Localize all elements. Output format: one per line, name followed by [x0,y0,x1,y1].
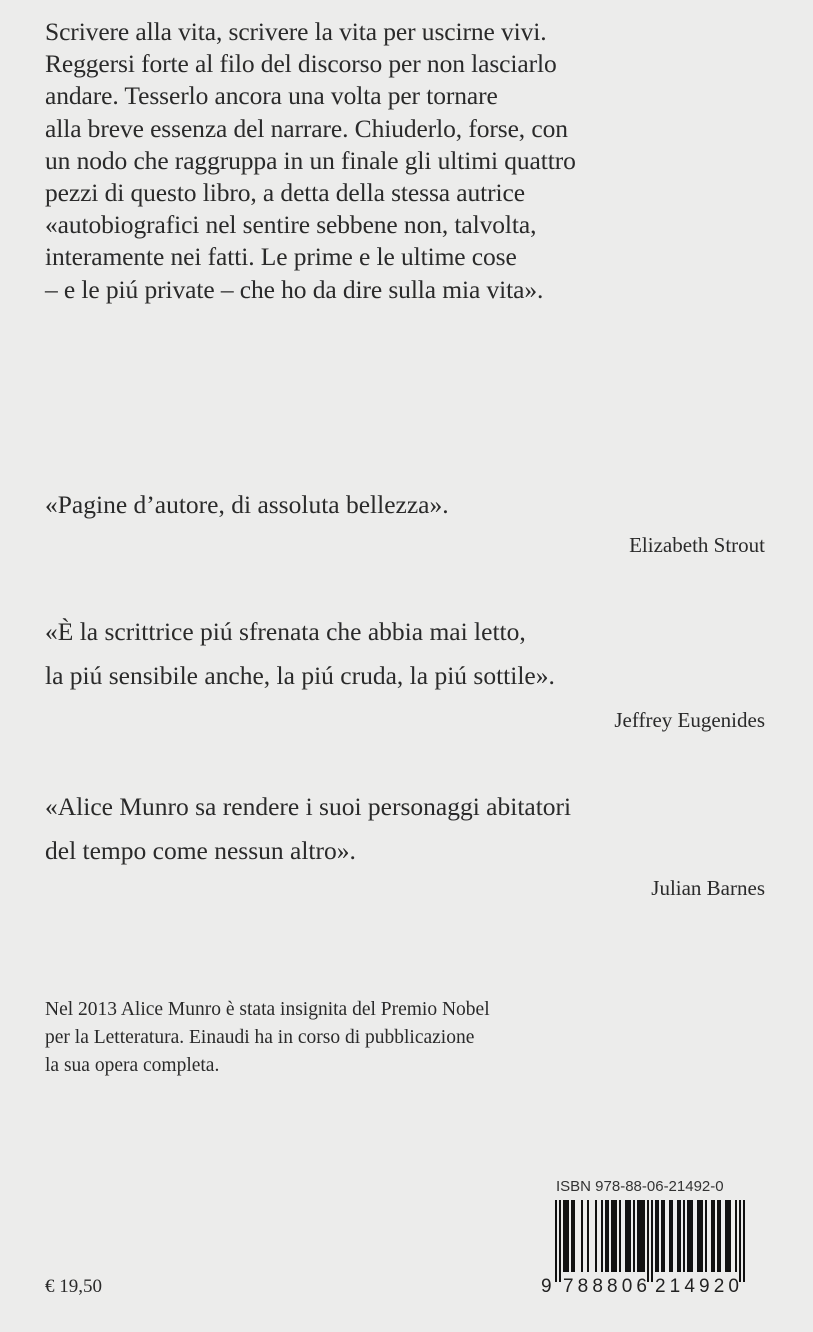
barcode-bar [601,1200,603,1272]
quote-author: Jeffrey Eugenides [614,708,765,732]
barcode-bar [743,1200,745,1282]
barcode-digits: 9 [541,1276,552,1296]
quote-line: «È la scrittrice piú sfrenata che abbia mai letto, [45,617,526,646]
barcode-bar [719,1200,721,1272]
barcode-bar [735,1200,737,1272]
barcode-bar [725,1200,727,1272]
blurb-line: pezzi di questo libro, a detta della stessa autrice [45,178,525,208]
quote-author: Julian Barnes [651,876,765,900]
barcode [541,1200,753,1296]
barcode-bar [687,1200,689,1272]
barcode-bar [629,1200,631,1272]
barcode-digits: 214920 [655,1276,739,1296]
barcode-bar [605,1200,607,1272]
barcode-bar [639,1200,641,1272]
quote-line: «Pagine d’autore, di assoluta bellezza». [45,490,449,519]
barcode-bar [717,1200,719,1272]
barcode-bar [595,1200,597,1272]
barcode-bar [555,1200,557,1282]
barcode-bar [729,1200,731,1272]
blurb-line: – e le piú private – che ho da dire sulla mia vita». [45,274,544,304]
barcode-bar [567,1200,569,1272]
barcode-bar [641,1200,643,1272]
barcode-bar [677,1200,679,1272]
blurb-line: un nodo che raggruppa in un finale gli ultimi quattro [45,145,576,175]
barcode-bar [679,1200,681,1272]
barcode-bar [697,1200,699,1272]
barcode-bar [611,1200,613,1272]
barcode-bar [565,1200,567,1272]
barcode-bar [661,1200,663,1272]
isbn-label: ISBN 978-88-06-21492-0 [556,1178,724,1195]
barcode-bar [669,1200,671,1272]
quote-author: Elizabeth Strout [629,533,765,557]
blurb-line: interamente nei fatti. Le prime e le ultime cose [45,242,517,272]
barcode-bar [727,1200,729,1272]
note-line: Nel 2013 Alice Munro è stata insignita del Premio Nobel [45,999,490,1020]
barcode-bar [619,1200,621,1272]
quote-eugenides [45,610,555,698]
quote-barnes [45,785,571,873]
barcode-bar [711,1200,713,1272]
barcode-bar [613,1200,615,1272]
blurb-line: «autobiografici nel sentire sebbene non, talvolta, [45,210,537,240]
blurb-line: Scrivere alla vita, scrivere la vita per uscirne vivi. [45,17,547,46]
barcode-bar [563,1200,565,1272]
barcode-bar [699,1200,701,1272]
note-line: per la Letteratura. Einaudi ha in corso di pubblicazione [45,1027,475,1048]
barcode-bar [655,1200,657,1272]
quote-line: del tempo come nessun altro». [45,836,356,865]
barcode-bar [627,1200,629,1272]
barcode-bar [625,1200,627,1272]
blurb-line: andare. Tesserlo ancora una volta per tornare [45,81,498,111]
barcode-bar [559,1200,561,1282]
barcode-bar [701,1200,703,1272]
barcode-bar [651,1200,653,1282]
barcode-bar [713,1200,715,1272]
barcode-bar [587,1200,589,1272]
barcode-bar [637,1200,639,1272]
barcode-bar [615,1200,617,1272]
barcode-bar [633,1200,635,1272]
author-note [45,996,490,1080]
barcode-bar [607,1200,609,1272]
barcode-digits: 788806 [563,1276,647,1296]
note-line: la sua opera completa. [45,1055,220,1076]
barcode-bar [671,1200,673,1272]
blurb-paragraph [45,16,576,306]
quote-line: la piú sensibile anche, la piú cruda, la piú sottile». [45,661,555,690]
blurb-line: Reggersi forte al filo del discorso per non lasciarlo [45,49,557,79]
barcode-bar [691,1200,693,1272]
quote-line: «Alice Munro sa rendere i suoi personaggi abitatori [45,792,572,821]
barcode-bar [689,1200,691,1272]
price: € 19,50 [45,1276,102,1297]
blurb-line: alla breve essenza del narrare. Chiuderlo, forse, con [45,113,568,143]
barcode-bar [683,1200,685,1272]
barcode-bar [663,1200,665,1272]
barcode-bar [581,1200,583,1272]
barcode-bar [647,1200,649,1282]
barcode-bar [705,1200,707,1272]
barcode-bar [643,1200,645,1272]
barcode-bar [571,1200,573,1272]
barcode-bar [739,1200,741,1282]
barcode-bar [573,1200,575,1272]
barcode-bar [657,1200,659,1272]
quote-strout [45,483,449,527]
